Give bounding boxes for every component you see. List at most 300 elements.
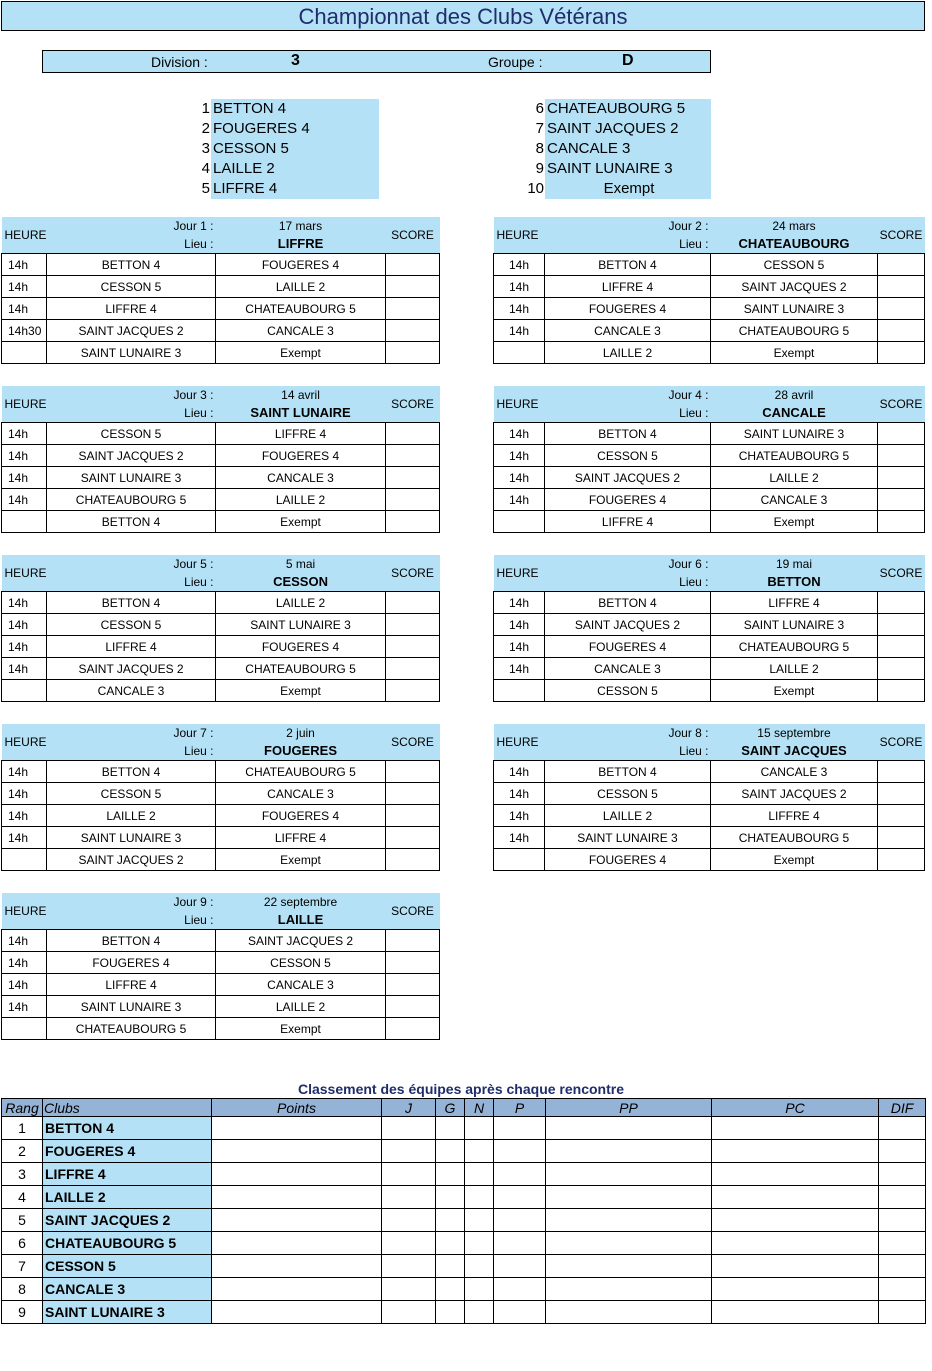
team-number: 7 (535, 120, 544, 137)
p-header: P (494, 1099, 546, 1117)
rank-cell: 6 (2, 1232, 43, 1255)
score-cell[interactable] (386, 320, 440, 342)
stat-cell[interactable] (382, 1255, 436, 1278)
score-cell[interactable] (878, 805, 925, 827)
score-cell[interactable] (386, 996, 440, 1018)
score-cell[interactable] (878, 298, 925, 320)
standings-row (2, 1140, 926, 1163)
match-row (2, 423, 440, 445)
n-header: N (465, 1099, 494, 1117)
score-cell[interactable] (386, 254, 440, 276)
stat-cell[interactable] (382, 1186, 436, 1209)
stat-cell[interactable] (879, 1278, 926, 1301)
division-bar (42, 50, 711, 73)
stat-cell[interactable] (712, 1301, 879, 1324)
away-team: CANCALE 3 (711, 489, 878, 511)
home-team: SAINT JACQUES 2 (47, 445, 216, 467)
match-row (2, 996, 440, 1018)
day-info (711, 724, 878, 761)
match-time: 14h (2, 783, 47, 805)
stat-cell[interactable] (212, 1163, 382, 1186)
score-header: SCORE (878, 555, 925, 592)
away-team: CANCALE 3 (711, 761, 878, 783)
match-row (494, 658, 925, 680)
match-row (494, 827, 925, 849)
stat-cell[interactable] (382, 1209, 436, 1232)
home-team: FOUGERES 4 (545, 298, 711, 320)
match-row (494, 445, 925, 467)
day-labels (545, 217, 711, 254)
home-team: CANCALE 3 (545, 658, 711, 680)
day-date: 24 mars (772, 219, 816, 233)
score-cell[interactable] (386, 827, 440, 849)
away-team: SAINT JACQUES 2 (216, 930, 386, 952)
score-cell[interactable] (878, 489, 925, 511)
away-team: CANCALE 3 (216, 974, 386, 996)
heure-header: HEURE (494, 386, 545, 423)
match-time: 14h (2, 467, 47, 489)
rank-cell: 7 (2, 1255, 43, 1278)
match-row (2, 592, 440, 614)
score-cell[interactable] (878, 320, 925, 342)
score-cell[interactable] (878, 276, 925, 298)
stat-cell[interactable] (712, 1278, 879, 1301)
home-team: LIFFRE 4 (47, 974, 216, 996)
score-cell[interactable] (386, 805, 440, 827)
match-time: 14h (2, 952, 47, 974)
away-team: Exempt (711, 342, 878, 364)
away-team: CHATEAUBOURG 5 (711, 445, 878, 467)
standings-row (2, 1232, 926, 1255)
score-cell[interactable] (386, 445, 440, 467)
stat-cell[interactable] (465, 1140, 494, 1163)
home-team: SAINT JACQUES 2 (47, 849, 216, 871)
club-cell: FOUGERES 4 (43, 1140, 212, 1163)
match-time (494, 342, 545, 364)
score-cell[interactable] (386, 342, 440, 364)
team-name: SAINT JACQUES 2 (545, 119, 711, 139)
score-cell[interactable] (878, 680, 925, 702)
home-team: SAINT LUNAIRE 3 (47, 342, 216, 364)
stat-cell[interactable] (546, 1163, 712, 1186)
lieu-label: Lieu : (184, 913, 214, 927)
stat-cell[interactable] (465, 1163, 494, 1186)
home-team: FOUGERES 4 (545, 636, 711, 658)
home-team: CESSON 5 (545, 783, 711, 805)
match-row (2, 254, 440, 276)
rank-cell: 1 (2, 1117, 43, 1140)
stat-cell[interactable] (436, 1209, 465, 1232)
day-venue: BETTON (767, 574, 821, 589)
match-time: 14h (494, 467, 545, 489)
stat-cell[interactable] (382, 1140, 436, 1163)
team-name: CANCALE 3 (545, 139, 711, 159)
stat-cell[interactable] (494, 1163, 546, 1186)
stat-cell[interactable] (212, 1117, 382, 1140)
stat-cell[interactable] (436, 1140, 465, 1163)
day-table (1, 724, 440, 871)
score-cell[interactable] (386, 423, 440, 445)
day-info (216, 893, 386, 930)
day-labels (545, 555, 711, 592)
stat-cell[interactable] (465, 1301, 494, 1324)
match-time (2, 342, 47, 364)
club-cell: SAINT LUNAIRE 3 (43, 1301, 212, 1324)
away-team: CHATEAUBOURG 5 (216, 761, 386, 783)
rank-cell: 9 (2, 1301, 43, 1324)
day-venue: LIFFRE (277, 236, 324, 251)
stat-cell[interactable] (465, 1117, 494, 1140)
home-team: LAILLE 2 (47, 805, 216, 827)
match-time: 14h (494, 614, 545, 636)
score-cell[interactable] (878, 783, 925, 805)
score-cell[interactable] (878, 467, 925, 489)
away-team: Exempt (216, 342, 386, 364)
home-team: LIFFRE 4 (47, 636, 216, 658)
score-cell[interactable] (878, 827, 925, 849)
home-team: CHATEAUBOURG 5 (47, 1018, 216, 1040)
stat-cell[interactable] (494, 1117, 546, 1140)
score-cell[interactable] (386, 592, 440, 614)
stat-cell[interactable] (436, 1278, 465, 1301)
stat-cell[interactable] (382, 1232, 436, 1255)
home-team: FOUGERES 4 (545, 849, 711, 871)
team-number: 1 (201, 100, 210, 117)
stat-cell[interactable] (712, 1163, 879, 1186)
match-time: 14h (494, 636, 545, 658)
stat-cell[interactable] (212, 1186, 382, 1209)
stat-cell[interactable] (879, 1140, 926, 1163)
score-cell[interactable] (386, 511, 440, 533)
stat-cell[interactable] (382, 1301, 436, 1324)
home-team: BETTON 4 (545, 761, 711, 783)
match-time: 14h (2, 996, 47, 1018)
stat-cell[interactable] (494, 1186, 546, 1209)
lieu-label: Lieu : (679, 406, 709, 420)
team-name: Exempt (545, 179, 711, 199)
away-team: CHATEAUBOURG 5 (216, 298, 386, 320)
home-team: CHATEAUBOURG 5 (47, 489, 216, 511)
match-row (494, 761, 925, 783)
heure-header: HEURE (494, 217, 545, 254)
match-time: 14h (2, 805, 47, 827)
dif-header: DIF (879, 1099, 926, 1117)
stat-cell[interactable] (494, 1232, 546, 1255)
match-time: 14h (494, 298, 545, 320)
club-cell: CHATEAUBOURG 5 (43, 1232, 212, 1255)
stat-cell[interactable] (494, 1209, 546, 1232)
stat-cell[interactable] (879, 1255, 926, 1278)
rank-cell: 8 (2, 1278, 43, 1301)
stat-cell[interactable] (212, 1301, 382, 1324)
away-team: CHATEAUBOURG 5 (711, 636, 878, 658)
day-venue: CHATEAUBOURG (738, 236, 850, 251)
stat-cell[interactable] (212, 1278, 382, 1301)
score-cell[interactable] (878, 254, 925, 276)
stat-cell[interactable] (879, 1163, 926, 1186)
heure-header: HEURE (2, 386, 47, 423)
score-cell[interactable] (386, 761, 440, 783)
stat-cell[interactable] (212, 1232, 382, 1255)
away-team: Exempt (216, 1018, 386, 1040)
stat-cell[interactable] (712, 1140, 879, 1163)
score-cell[interactable] (386, 298, 440, 320)
stat-cell[interactable] (212, 1140, 382, 1163)
score-cell[interactable] (386, 658, 440, 680)
score-cell[interactable] (386, 952, 440, 974)
stat-cell[interactable] (546, 1117, 712, 1140)
day-table (493, 217, 925, 364)
home-team: BETTON 4 (47, 930, 216, 952)
team-number: 9 (535, 160, 544, 177)
stat-cell[interactable] (546, 1232, 712, 1255)
match-row (494, 592, 925, 614)
stat-cell[interactable] (465, 1232, 494, 1255)
home-team: FOUGERES 4 (545, 489, 711, 511)
match-row (2, 930, 440, 952)
away-team: FOUGERES 4 (216, 445, 386, 467)
match-time: 14h (494, 805, 545, 827)
team-name: CESSON 5 (211, 139, 379, 159)
stat-cell[interactable] (436, 1301, 465, 1324)
home-team: SAINT LUNAIRE 3 (545, 827, 711, 849)
score-cell[interactable] (878, 636, 925, 658)
heure-header: HEURE (494, 555, 545, 592)
lieu-label: Lieu : (679, 744, 709, 758)
day-label: Jour 6 : (668, 557, 709, 571)
score-cell[interactable] (386, 467, 440, 489)
stat-cell[interactable] (546, 1209, 712, 1232)
day-table (1, 386, 440, 533)
score-cell[interactable] (878, 423, 925, 445)
score-header: SCORE (386, 386, 440, 423)
stat-cell[interactable] (382, 1163, 436, 1186)
score-cell[interactable] (878, 658, 925, 680)
stat-cell[interactable] (465, 1255, 494, 1278)
score-cell[interactable] (386, 974, 440, 996)
stat-cell[interactable] (212, 1209, 382, 1232)
sheet-title: Championnat des Clubs Vétérans (1, 1, 925, 31)
match-row (494, 423, 925, 445)
day-table (493, 386, 925, 533)
stat-cell[interactable] (712, 1255, 879, 1278)
stat-cell[interactable] (212, 1255, 382, 1278)
day-venue: SAINT LUNAIRE (250, 405, 351, 420)
score-cell[interactable] (878, 761, 925, 783)
stat-cell[interactable] (465, 1209, 494, 1232)
day-table (1, 893, 440, 1040)
stat-cell[interactable] (436, 1163, 465, 1186)
day-header (2, 555, 440, 592)
day-header (494, 217, 925, 254)
match-row (494, 680, 925, 702)
day-date: 19 mai (775, 557, 813, 571)
stat-cell[interactable] (436, 1232, 465, 1255)
away-team: SAINT LUNAIRE 3 (711, 298, 878, 320)
stat-cell[interactable] (879, 1186, 926, 1209)
club-cell: CESSON 5 (43, 1255, 212, 1278)
match-row (494, 805, 925, 827)
standings-title: Classement des équipes après chaque rencontre (297, 1081, 624, 1097)
day-date: 28 avril (774, 388, 814, 402)
score-header: SCORE (386, 555, 440, 592)
match-time: 14h30 (2, 320, 47, 342)
away-team: LIFFRE 4 (216, 827, 386, 849)
stat-cell[interactable] (494, 1140, 546, 1163)
home-team: SAINT LUNAIRE 3 (47, 467, 216, 489)
score-header: SCORE (386, 893, 440, 930)
score-cell[interactable] (386, 849, 440, 871)
club-cell: SAINT JACQUES 2 (43, 1209, 212, 1232)
score-cell[interactable] (386, 680, 440, 702)
stat-cell[interactable] (879, 1301, 926, 1324)
score-cell[interactable] (386, 930, 440, 952)
home-team: LAILLE 2 (545, 805, 711, 827)
day-venue: FOUGERES (264, 743, 337, 758)
home-team: CESSON 5 (47, 423, 216, 445)
day-venue: CESSON (273, 574, 328, 589)
stat-cell[interactable] (712, 1232, 879, 1255)
score-cell[interactable] (386, 614, 440, 636)
score-cell[interactable] (878, 592, 925, 614)
team-number: 10 (527, 180, 544, 197)
score-cell[interactable] (386, 489, 440, 511)
away-team: CHATEAUBOURG 5 (711, 320, 878, 342)
rank-cell: 4 (2, 1186, 43, 1209)
match-time: 14h (494, 423, 545, 445)
day-label: Jour 4 : (668, 388, 709, 402)
stat-cell[interactable] (546, 1278, 712, 1301)
away-team: CESSON 5 (711, 254, 878, 276)
day-info (711, 386, 878, 423)
club-cell: LIFFRE 4 (43, 1163, 212, 1186)
away-team: LAILLE 2 (216, 996, 386, 1018)
score-cell[interactable] (386, 1018, 440, 1040)
match-row (2, 467, 440, 489)
day-info (216, 555, 386, 592)
day-label: Jour 2 : (668, 219, 709, 233)
match-time: 14h (494, 827, 545, 849)
score-cell[interactable] (878, 511, 925, 533)
day-labels (545, 724, 711, 761)
home-team: LIFFRE 4 (47, 298, 216, 320)
group-value: D (622, 52, 634, 69)
match-time: 14h (2, 761, 47, 783)
day-label: Jour 5 : (173, 557, 214, 571)
stat-cell[interactable] (436, 1186, 465, 1209)
pp-header: PP (546, 1099, 712, 1117)
home-team: CESSON 5 (47, 783, 216, 805)
match-time: 14h (494, 445, 545, 467)
score-cell[interactable] (878, 849, 925, 871)
match-row (2, 276, 440, 298)
home-team: SAINT JACQUES 2 (545, 467, 711, 489)
score-cell[interactable] (386, 783, 440, 805)
match-row (2, 680, 440, 702)
home-team: BETTON 4 (47, 511, 216, 533)
match-time: 14h (494, 658, 545, 680)
stat-cell[interactable] (436, 1255, 465, 1278)
match-time (494, 511, 545, 533)
stat-cell[interactable] (879, 1209, 926, 1232)
stat-cell[interactable] (546, 1140, 712, 1163)
match-row (2, 342, 440, 364)
team-number: 2 (201, 120, 210, 137)
stat-cell[interactable] (546, 1186, 712, 1209)
away-team: FOUGERES 4 (216, 254, 386, 276)
score-cell[interactable] (878, 614, 925, 636)
match-time: 14h (2, 298, 47, 320)
stat-cell[interactable] (465, 1278, 494, 1301)
match-row (2, 952, 440, 974)
standings-row (2, 1255, 926, 1278)
rank-cell: 3 (2, 1163, 43, 1186)
stat-cell[interactable] (546, 1255, 712, 1278)
match-time (2, 1018, 47, 1040)
match-row (494, 298, 925, 320)
rang-header: Rang (2, 1099, 43, 1117)
stat-cell[interactable] (382, 1278, 436, 1301)
match-time: 14h (494, 761, 545, 783)
match-time (2, 511, 47, 533)
day-label: Jour 8 : (668, 726, 709, 740)
stat-cell[interactable] (436, 1117, 465, 1140)
day-date: 2 juin (286, 726, 315, 740)
match-time: 14h (2, 930, 47, 952)
home-team: BETTON 4 (47, 592, 216, 614)
stat-cell[interactable] (879, 1117, 926, 1140)
team-name: LIFFRE 4 (211, 179, 379, 199)
day-info (216, 724, 386, 761)
score-cell[interactable] (878, 445, 925, 467)
score-cell[interactable] (386, 276, 440, 298)
match-time: 14h (494, 276, 545, 298)
stat-cell[interactable] (712, 1117, 879, 1140)
match-row (494, 489, 925, 511)
day-info (711, 555, 878, 592)
match-row (2, 1018, 440, 1040)
stat-cell[interactable] (382, 1117, 436, 1140)
stat-cell[interactable] (494, 1278, 546, 1301)
score-header: SCORE (386, 724, 440, 761)
home-team: SAINT JACQUES 2 (47, 658, 216, 680)
stat-cell[interactable] (712, 1209, 879, 1232)
match-time: 14h (2, 489, 47, 511)
day-info (216, 386, 386, 423)
score-cell[interactable] (386, 636, 440, 658)
home-team: BETTON 4 (47, 761, 216, 783)
stat-cell[interactable] (494, 1301, 546, 1324)
stat-cell[interactable] (879, 1232, 926, 1255)
match-row (494, 276, 925, 298)
stat-cell[interactable] (494, 1255, 546, 1278)
score-cell[interactable] (878, 342, 925, 364)
away-team: CANCALE 3 (216, 320, 386, 342)
match-time (2, 680, 47, 702)
stat-cell[interactable] (712, 1186, 879, 1209)
clubs-header: Clubs (43, 1099, 212, 1117)
stat-cell[interactable] (546, 1301, 712, 1324)
match-row (2, 827, 440, 849)
standings-row (2, 1209, 926, 1232)
away-team: CANCALE 3 (216, 467, 386, 489)
away-team: Exempt (711, 511, 878, 533)
home-team: SAINT JACQUES 2 (47, 320, 216, 342)
home-team: CESSON 5 (545, 680, 711, 702)
away-team: Exempt (711, 849, 878, 871)
day-label: Jour 1 : (173, 219, 214, 233)
stat-cell[interactable] (465, 1186, 494, 1209)
